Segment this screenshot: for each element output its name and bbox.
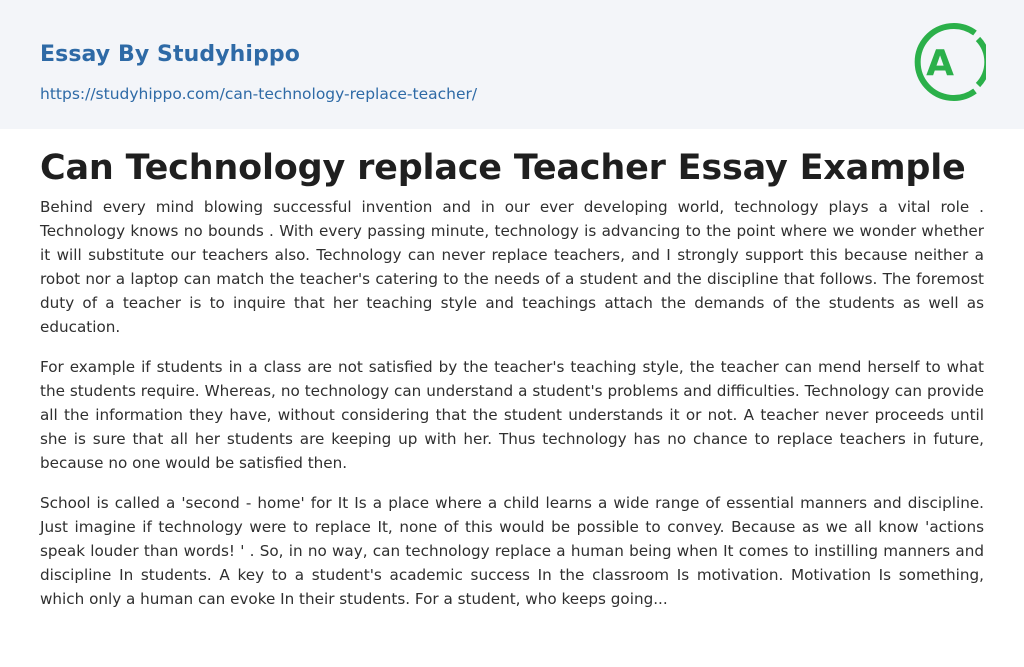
page-title: Can Technology replace Teacher Essay Example xyxy=(40,148,966,188)
site-brand[interactable]: Essay By Studyhippo xyxy=(40,42,300,67)
essay-paragraph-3: School is called a 'second - home' for It Is a place where a child learns a wide range of essential manners and discipline. Just imagine if technology were to replace It, none of this would be possible to convey. Because as we all know 'actions speak louder than words! ' . So, in no way, can technology replace a human being when It comes to instilling manners and discipline In students. A key to a student's academic success In the classroom Is motivation. Motivation Is something, which only a human can evoke In their students. For a student, who keeps going... xyxy=(40,494,984,608)
essay-paragraph-2: For example if students in a class are not satisfied by the teacher's teaching style, the teacher can mend herself to what the students require. Whereas, no technology can understand a student's problems and difficulties. Technology can provide all the information they have, without considering that the student understands it or not. A teacher never proceeds until she is sure that all her students are keeping up with her. Thus technology has no chance to replace teachers in future, because no one would be satisfied then. xyxy=(40,358,984,472)
logo-letter: A xyxy=(926,43,954,84)
page-url-link[interactable]: https://studyhippo.com/can-technology-replace-teacher/ xyxy=(40,85,478,103)
essay-body xyxy=(40,195,984,627)
essay-paragraph-1: Behind every mind blowing successful invention and in our ever developing world, technology plays a vital role . Technology knows no bounds . With every passing minute, technology is advancing to the point where we wonder whether it will substitute our teachers also. Technology can never replace teachers, and I strongly support this because neither a robot nor a laptop can match the teacher's catering to the needs of a student and the discipline that follows. The foremost duty of a teacher is to inquire that her teaching style and teachings attach the demands of the students as well as education. xyxy=(40,198,984,336)
